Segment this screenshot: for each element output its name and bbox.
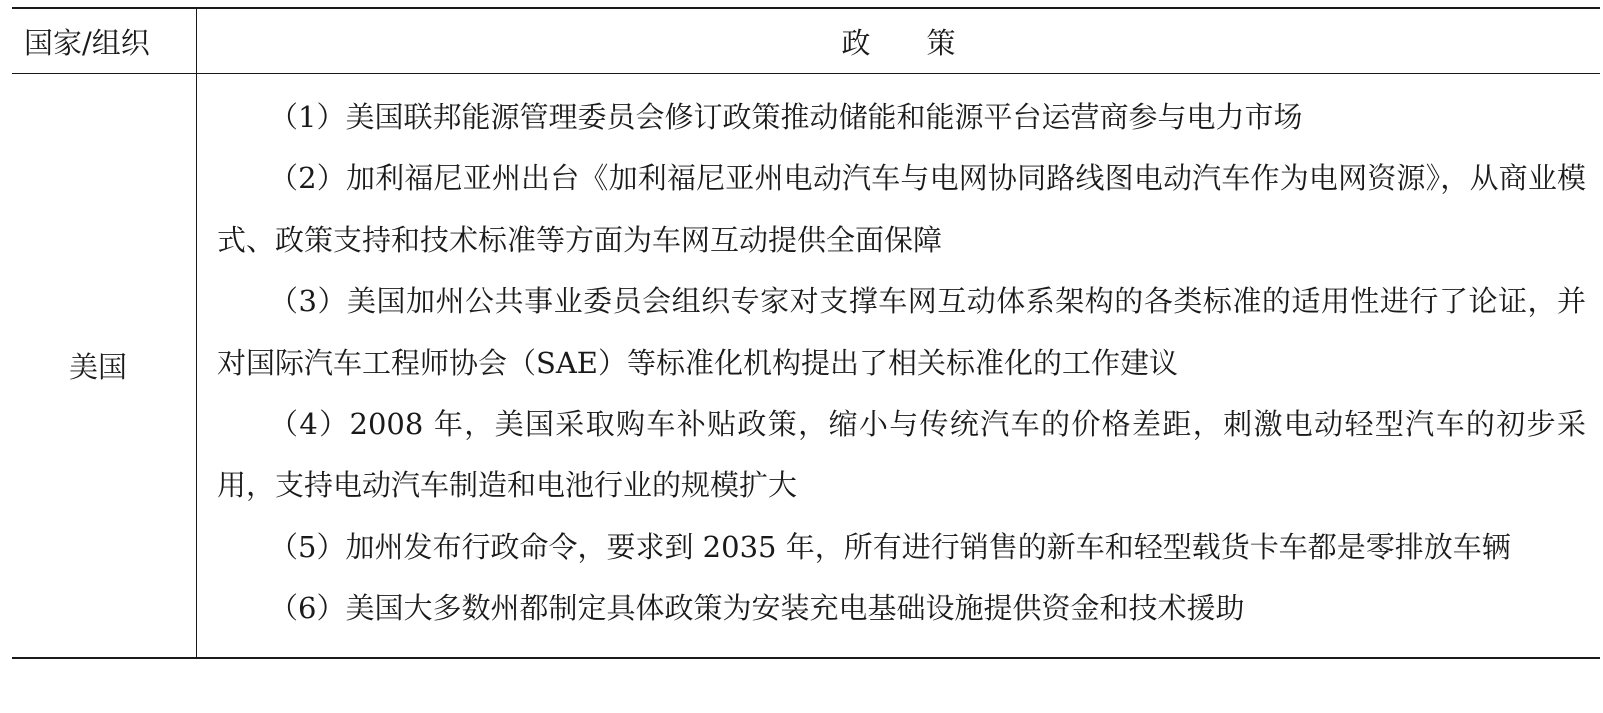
policy-item: （5）加州发布行政命令，要求到 2035 年，所有进行销售的新车和轻型载货卡车都是零排放车辆 — [269, 529, 1511, 564]
policy-cell — [197, 74, 1601, 658]
policy-item: （4）2008 年，美国采取购车补贴政策，缩小与传统汽车的价格差距，刺激电动轻型汽车的初步采用，支持电动汽车制造和电池行业的规模扩大 — [217, 407, 1586, 503]
header-country — [12, 8, 197, 74]
table-row — [12, 74, 1600, 658]
header-policy — [197, 8, 1601, 74]
policy-table — [12, 7, 1600, 659]
header-country-label: 国家/组织 — [24, 25, 150, 60]
country-name: 美国 — [68, 349, 127, 384]
policy-table-container — [12, 7, 1600, 659]
policy-item: （6）美国大多数州都制定具体政策为安装充电基础设施提供资金和技术援助 — [269, 591, 1245, 626]
policy-item: （1）美国联邦能源管理委员会修订政策推动储能和能源平台运营商参与电力市场 — [269, 100, 1303, 134]
table-header-row — [12, 8, 1600, 74]
header-policy-label-part2: 策 — [926, 25, 956, 60]
policy-item: （3）美国加州公共事业委员会组织专家对支撑车网互动体系架构的各类标准的适用性进行了论证，并对国际汽车工程师协会（SAE）等标准化机构提出了相关标准化的工作建议 — [217, 284, 1586, 380]
country-cell — [12, 74, 197, 658]
policy-item: （2）加利福尼亚州出台《加利福尼亚州电动汽车与电网协同路线图电动汽车作为电网资源》，从商业模式、政策支持和技术标准等方面为车网互动提供全面保障 — [217, 161, 1586, 257]
header-policy-label-part1: 政 — [841, 25, 871, 60]
